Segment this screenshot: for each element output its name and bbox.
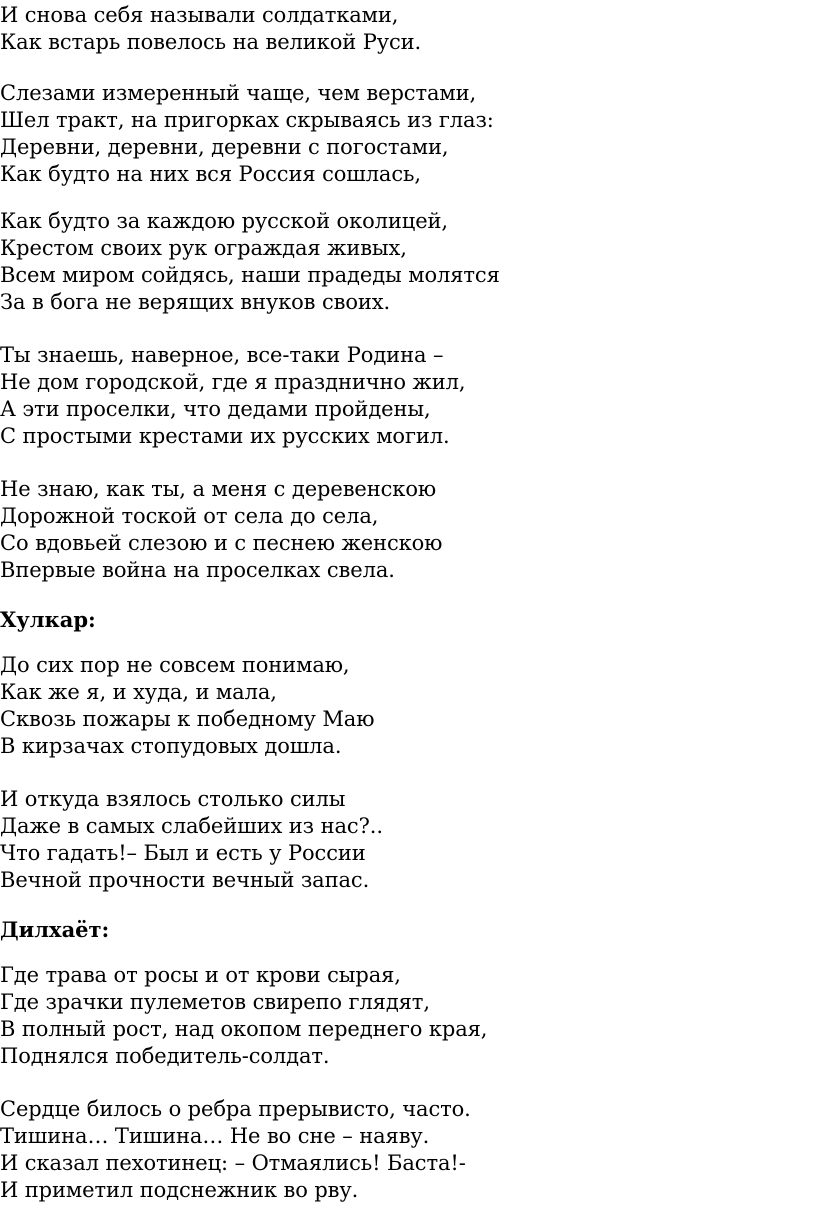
stanza-3: [0, 208, 500, 316]
poem-line: В полный рост, над окопом переднего края,: [0, 1017, 488, 1041]
poem-line: Как же я, и худа, и мала,: [0, 680, 277, 704]
stanza-4: [0, 342, 465, 450]
poem-line: Со вдовьей слезою и с песнею женскою: [0, 531, 443, 555]
poem-line: Тишина… Тишина… Не во сне – наяву.: [0, 1124, 430, 1148]
poem-line: С простыми крестами их русских могил.: [0, 424, 450, 448]
poem-line: Сквозь пожары к победному Маю: [0, 707, 375, 731]
poem-line: И приметил подснежник во рву.: [0, 1178, 359, 1202]
poem-line: Вечной прочности вечный запас.: [0, 868, 370, 892]
poem-line: До сих пор не совсем понимаю,: [0, 653, 350, 677]
poem-line: Крестом своих рук ограждая живых,: [0, 236, 407, 260]
stanza-1: [0, 2, 421, 56]
stanza-8: [0, 962, 487, 1070]
stanza-9: [0, 1096, 471, 1204]
stanza-6: [0, 652, 374, 760]
stanza-7: [0, 786, 383, 894]
poem-line: Шел тракт, на пригорках скрываясь из глаз:: [0, 108, 494, 132]
poem-line: Впервые война на проселках свела.: [0, 558, 395, 582]
poem-line: И откуда взялось столько силы: [0, 787, 346, 811]
poem-line: Как будто за каждою русской околицей,: [0, 209, 448, 233]
speaker-name: Дилхаёт:: [0, 917, 110, 942]
poem-line: Не знаю, как ты, а меня с деревенскою: [0, 477, 437, 501]
poem-line: Где зрачки пулеметов свирепо глядят,: [0, 990, 430, 1014]
speaker-heading-1: [0, 606, 96, 633]
poem-line: А эти проселки, что дедами пройдены,: [0, 397, 431, 421]
poem-line: За в бога не верящих внуков своих.: [0, 290, 391, 314]
poem-line: Сердце билось о ребра прерывисто, часто.: [0, 1097, 471, 1121]
poem-line: И сказал пехотинец: – Отмаялись! Баста!-: [0, 1151, 466, 1175]
poem-line: Как будто на них вся Россия сошлась,: [0, 162, 421, 186]
poem-line: Всем миром сойдясь, наши прадеды молятся: [0, 263, 500, 287]
poem-line: Дорожной тоской от села до села,: [0, 504, 379, 528]
speaker-heading-2: [0, 916, 109, 943]
stanza-2: [0, 80, 494, 188]
speaker-name: Хулкар:: [0, 607, 96, 632]
poem-line: Деревни, деревни, деревни с погостами,: [0, 135, 449, 159]
poem-line: Поднялся победитель-солдат.: [0, 1044, 330, 1068]
poem-line: Что гадать!– Был и есть у России: [0, 841, 366, 865]
poem-line: Слезами измеренный чаще, чем верстами,: [0, 81, 477, 105]
stanza-5: [0, 476, 442, 584]
poem-line: В кирзачах стопудовых дошла.: [0, 734, 342, 758]
poem-line: Где трава от росы и от крови сырая,: [0, 963, 401, 987]
poem-line: Даже в самых слабейших из нас?..: [0, 814, 383, 838]
poem-line: Не дом городской, где я празднично жил,: [0, 370, 466, 394]
poem-line: Как встарь повелось на великой Руси.: [0, 30, 422, 54]
poem-line: И снова себя называли солдатками,: [0, 3, 399, 27]
poem-line: Ты знаешь, наверное, все-таки Родина –: [0, 343, 444, 367]
